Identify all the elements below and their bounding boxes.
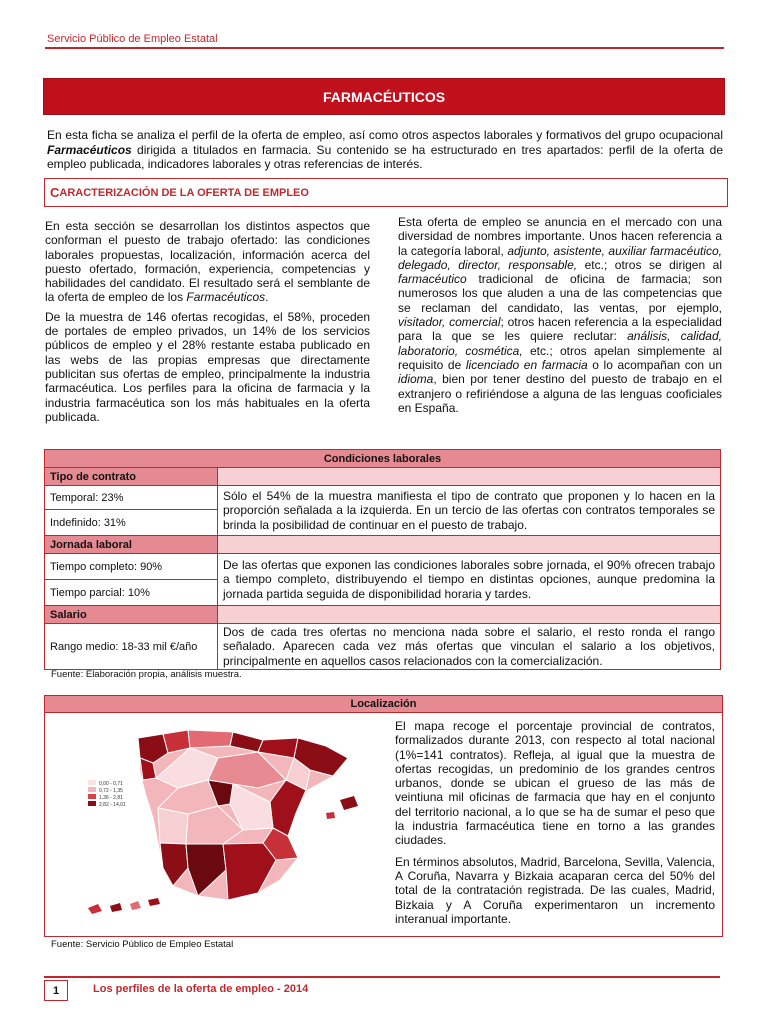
tiempo-completo-value: Tiempo completo: 90% [45, 554, 218, 580]
footer-title: Los perfiles de la oferta de empleo - 2014 [93, 983, 309, 995]
table-row [45, 554, 721, 580]
table-row [45, 486, 721, 510]
section-heading-initial: C [50, 185, 60, 200]
salary-range-value: Rango medio: 18-33 mil €/año [45, 624, 218, 670]
intro-group-name: Farmacéuticos [47, 142, 132, 157]
right-column [398, 215, 722, 420]
intro-paragraph [47, 128, 723, 172]
right-text-4: ; otros hacen referencia a la especialidad para la que se les quiere reclutar: [398, 315, 722, 344]
contract-type-header: Tipo de contrato [45, 468, 218, 486]
right-paragraph [398, 215, 722, 415]
right-emph-4: análisis, calidad, laboratorio, cosmética, [398, 329, 722, 358]
location-paragraph-2: En términos absolutos, Madrid, Barcelona, Sevilla, Valencia, A Coruña, Navarra y Bizkaia acaparan cerca del 50% del total de la contratación registrada. De las cuales, Madrid, Bizkaia y A Coruña experimentaron un incremento interanual importante. [395, 854, 715, 926]
footer-divider [44, 976, 720, 978]
legend-label-1: 0,00 - 0,71 [99, 781, 123, 787]
labor-conditions-table [44, 449, 721, 670]
legend-label-3: 1,36 - 2,81 [99, 795, 123, 801]
contract-description: Sólo el 54% de la muestra manifiesta el tipo de contrato que proponen y lo hacen en la proporción señalada a la izquierda. En un tercio de las ofertas con contratos temporales se brinda la posibilidad de continuar en el puesto de trabajo. [218, 486, 721, 536]
jornada-header-fill [218, 536, 721, 554]
map-legend [88, 780, 126, 808]
table-title: Condiciones laborales [45, 450, 721, 468]
left-p1-end: . [265, 290, 269, 305]
spain-province-map [58, 718, 378, 923]
conditions-source: Fuente: Elaboración propia, análisis muestra. [51, 669, 242, 680]
table-section-row [45, 468, 721, 486]
right-text-5: etc.; otros apelan simplemente al requisito de [398, 343, 722, 372]
right-text-3: tradicional de oficina de farmacia; son numerosos los que aluden a una de las competencias que se reclaman del candidato, las ventas, por ejemplo, [398, 272, 722, 315]
header-divider [45, 47, 724, 49]
left-p1-text: En esta sección se desarrollan los distintos aspectos que conforman el puesto de trabajo ofertado: las condiciones laborales propuestas, localización, información acerca del puesto ofertado, formación, experiencia, competencias y habilidades del candidato. El resultado será el semblante de la oferta de empleo de los [45, 219, 370, 305]
right-emph-5: licenciado en farmacia [465, 357, 588, 372]
page-title: FARMACÉUTICOS [322, 88, 446, 105]
right-text-6: o lo acompañan con un [587, 357, 723, 372]
table-row [45, 624, 721, 670]
page-number [44, 980, 68, 1001]
location-text [395, 719, 715, 933]
table-section-row [45, 606, 721, 624]
temporal-value: Temporal: 23% [45, 486, 218, 510]
legend-label-4: 2,82 - 14,01 [99, 802, 126, 808]
right-text-2: etc.; otros se dirigen al [577, 257, 722, 272]
right-emph-1: adjunto, asistente, auxiliar farmacéutico, delegado, director, responsable, [398, 243, 722, 272]
salario-header-fill [218, 606, 721, 624]
table-section-row [45, 536, 721, 554]
jornada-header: Jornada laboral [45, 536, 218, 554]
location-paragraph-1: El mapa recoge el porcentaje provincial de contratos, formalizados durante 2013, con respecto al total nacional (1%=141 contratos). Refleja, al igual que la muestra de ofertas recogidas, un predominio de los grandes centros urbanos, donde se ubican el grueso de las más de veintiuna mil oficinas de farmacia que hay en el conjunto del territorio nacional, a lo que se ha de sumar el peso que la industria farmacéutica tiene en torno a las grandes ciudades. [395, 719, 715, 848]
right-text-1: Esta oferta de empleo se anuncia en el mercado con una diversidad de nombres importante. Unos hacen referencia a la categoría laboral, [398, 215, 722, 258]
table-title-row [45, 450, 721, 468]
right-text-7: , bien por tener destino del puesto de trabajo en el extranjero o refiriéndose a alguna de las lenguas cooficiales en España. [398, 372, 722, 415]
contract-type-header-fill [218, 468, 721, 486]
organization-name: Servicio Público de Empleo Estatal [47, 33, 218, 45]
location-title: Localización [350, 698, 417, 710]
section-heading-text: ARACTERIZACIÓN DE LA OFERTA DE EMPLEO [59, 186, 309, 199]
jornada-description: De las ofertas que exponen las condiciones laborales sobre jornada, el 90% ofrecen trabajo a tiempo completo, distribuyendo el tiempo en distintas opciones, aunque predomina la jornada partida seguida de disponibilidad horaria y tardes. [218, 554, 721, 606]
salario-header: Salario [45, 606, 218, 624]
section-heading [44, 178, 728, 207]
right-emph-3: visitador, comercial [398, 315, 501, 330]
salary-description: Dos de cada tres ofertas no menciona nada sobre el salario, el resto ronda el rango señalado. Aparecen cada vez más ofertas que vinculan el salario a los objetivos, principalmente en aquellos casos relacionados con la comercialización. [218, 624, 721, 670]
tiempo-parcial-value: Tiempo parcial: 10% [45, 580, 218, 606]
left-column [45, 219, 370, 429]
location-source: Fuente: Servicio Público de Empleo Estatal [51, 939, 234, 950]
intro-text-b: dirigida a titulados en farmacia. Su contenido se ha estructurado en tres apartados: perfil de la oferta de empleo publicada, indicadores laborales y otras referencias de interés. [47, 142, 723, 171]
page-title-banner [44, 79, 724, 114]
left-paragraph-2: De la muestra de 146 ofertas recogidas, el 58%, proceden de portales de empleo privados, un 14% de los servicios públicos de empleo y el 28% restante estaba publicado en las webs de las propias empresas que directamente publicitan sus ofertas de empleo, principalmente la industria farmacéutica. Los perfiles para la oficina de farmacia y la industria farmacéutica son los más habituales en la oferta publicada. [45, 309, 370, 424]
left-paragraph-1 [45, 219, 370, 305]
right-emph-2: farmacéutico [398, 272, 467, 287]
intro-text-a: En esta ficha se analiza el perfil de la oferta de empleo, así como otros aspectos laborales y formativos del grupo ocupacional [47, 128, 723, 142]
page-number-value: 1 [52, 984, 60, 997]
left-p1-emphasis: Farmacéuticos [186, 290, 266, 305]
location-header [44, 695, 723, 713]
right-emph-6: idioma [398, 372, 434, 387]
legend-label-2: 0,72 - 1,35 [99, 788, 123, 794]
indefinido-value: Indefinido: 31% [45, 510, 218, 536]
